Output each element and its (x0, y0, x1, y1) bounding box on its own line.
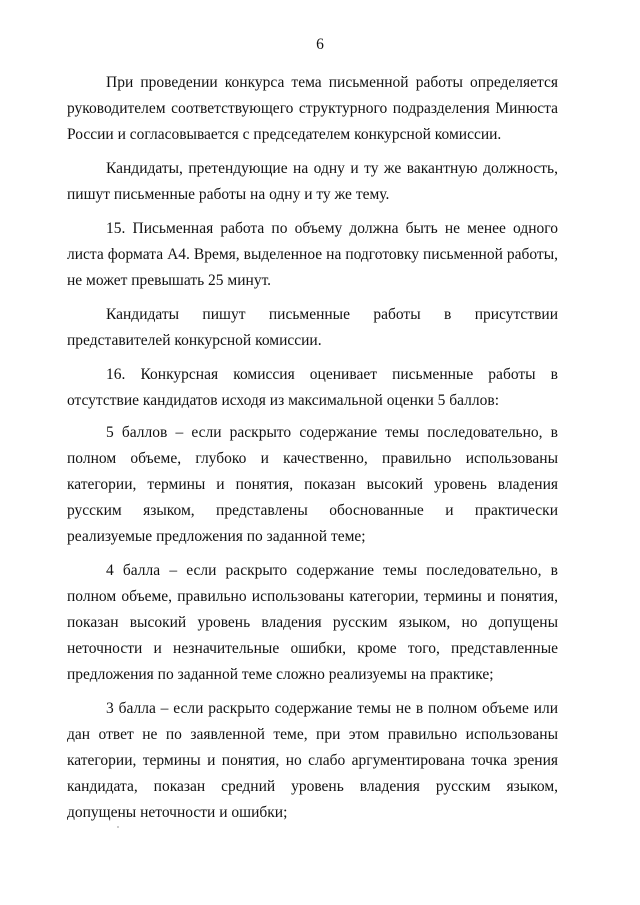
paragraph-topic-definition: При проведении конкурса тема письменной работы определяется руководителем соответствующего структурного подразделения Минюста России и согласовывается с председателем конкурсной комиссии. (67, 74, 558, 143)
paragraph-16-evaluation: 16. Конкурсная комиссия оценивает письменные работы в отсутствие кандидатов исходя из максимальной оценки 5 баллов: (67, 366, 558, 409)
scan-speck (117, 826, 119, 828)
paragraph-presence: Кандидаты пишут письменные работы в присутствии представителей конкурсной комиссии. (67, 306, 558, 349)
paragraph-score-5: 5 баллов – если раскрыто содержание темы последовательно, в полном объеме, глубоко и качественно, правильно использованы категории, термины и понятия, показан высокий уровень владения русским языком, представлены обоснованные и практически реализуемые предложения по заданной теме; (67, 424, 558, 545)
page-number: 6 (316, 36, 324, 53)
paragraph-15-volume: 15. Письменная работа по объему должна быть не менее одного листа формата А4. Время, выделенное на подготовку письменной работы, не может превышать 25 минут. (67, 220, 558, 289)
document-body (67, 70, 558, 834)
paragraph-score-4: 4 балла – если раскрыто содержание темы последовательно, в полном объеме, правильно использованы категории, термины и понятия, показан высокий уровень владения русским языком, но допущены неточности и незначительные ошибки, кроме того, представленные предложения по заданной теме сложно реализуемы на практике; (67, 562, 558, 683)
paragraph-same-topic: Кандидаты, претендующие на одну и ту же вакантную должность, пишут письменные работы на одну и ту же тему. (67, 160, 558, 203)
paragraph-score-3: 3 балла – если раскрыто содержание темы не в полном объеме или дан ответ не по заявленной теме, при этом правильно использованы категории, термины и понятия, но слабо аргументирована точка зрения кандидата, показан средний уровень владения русским языком, допущены неточности и ошибки; (67, 700, 558, 821)
